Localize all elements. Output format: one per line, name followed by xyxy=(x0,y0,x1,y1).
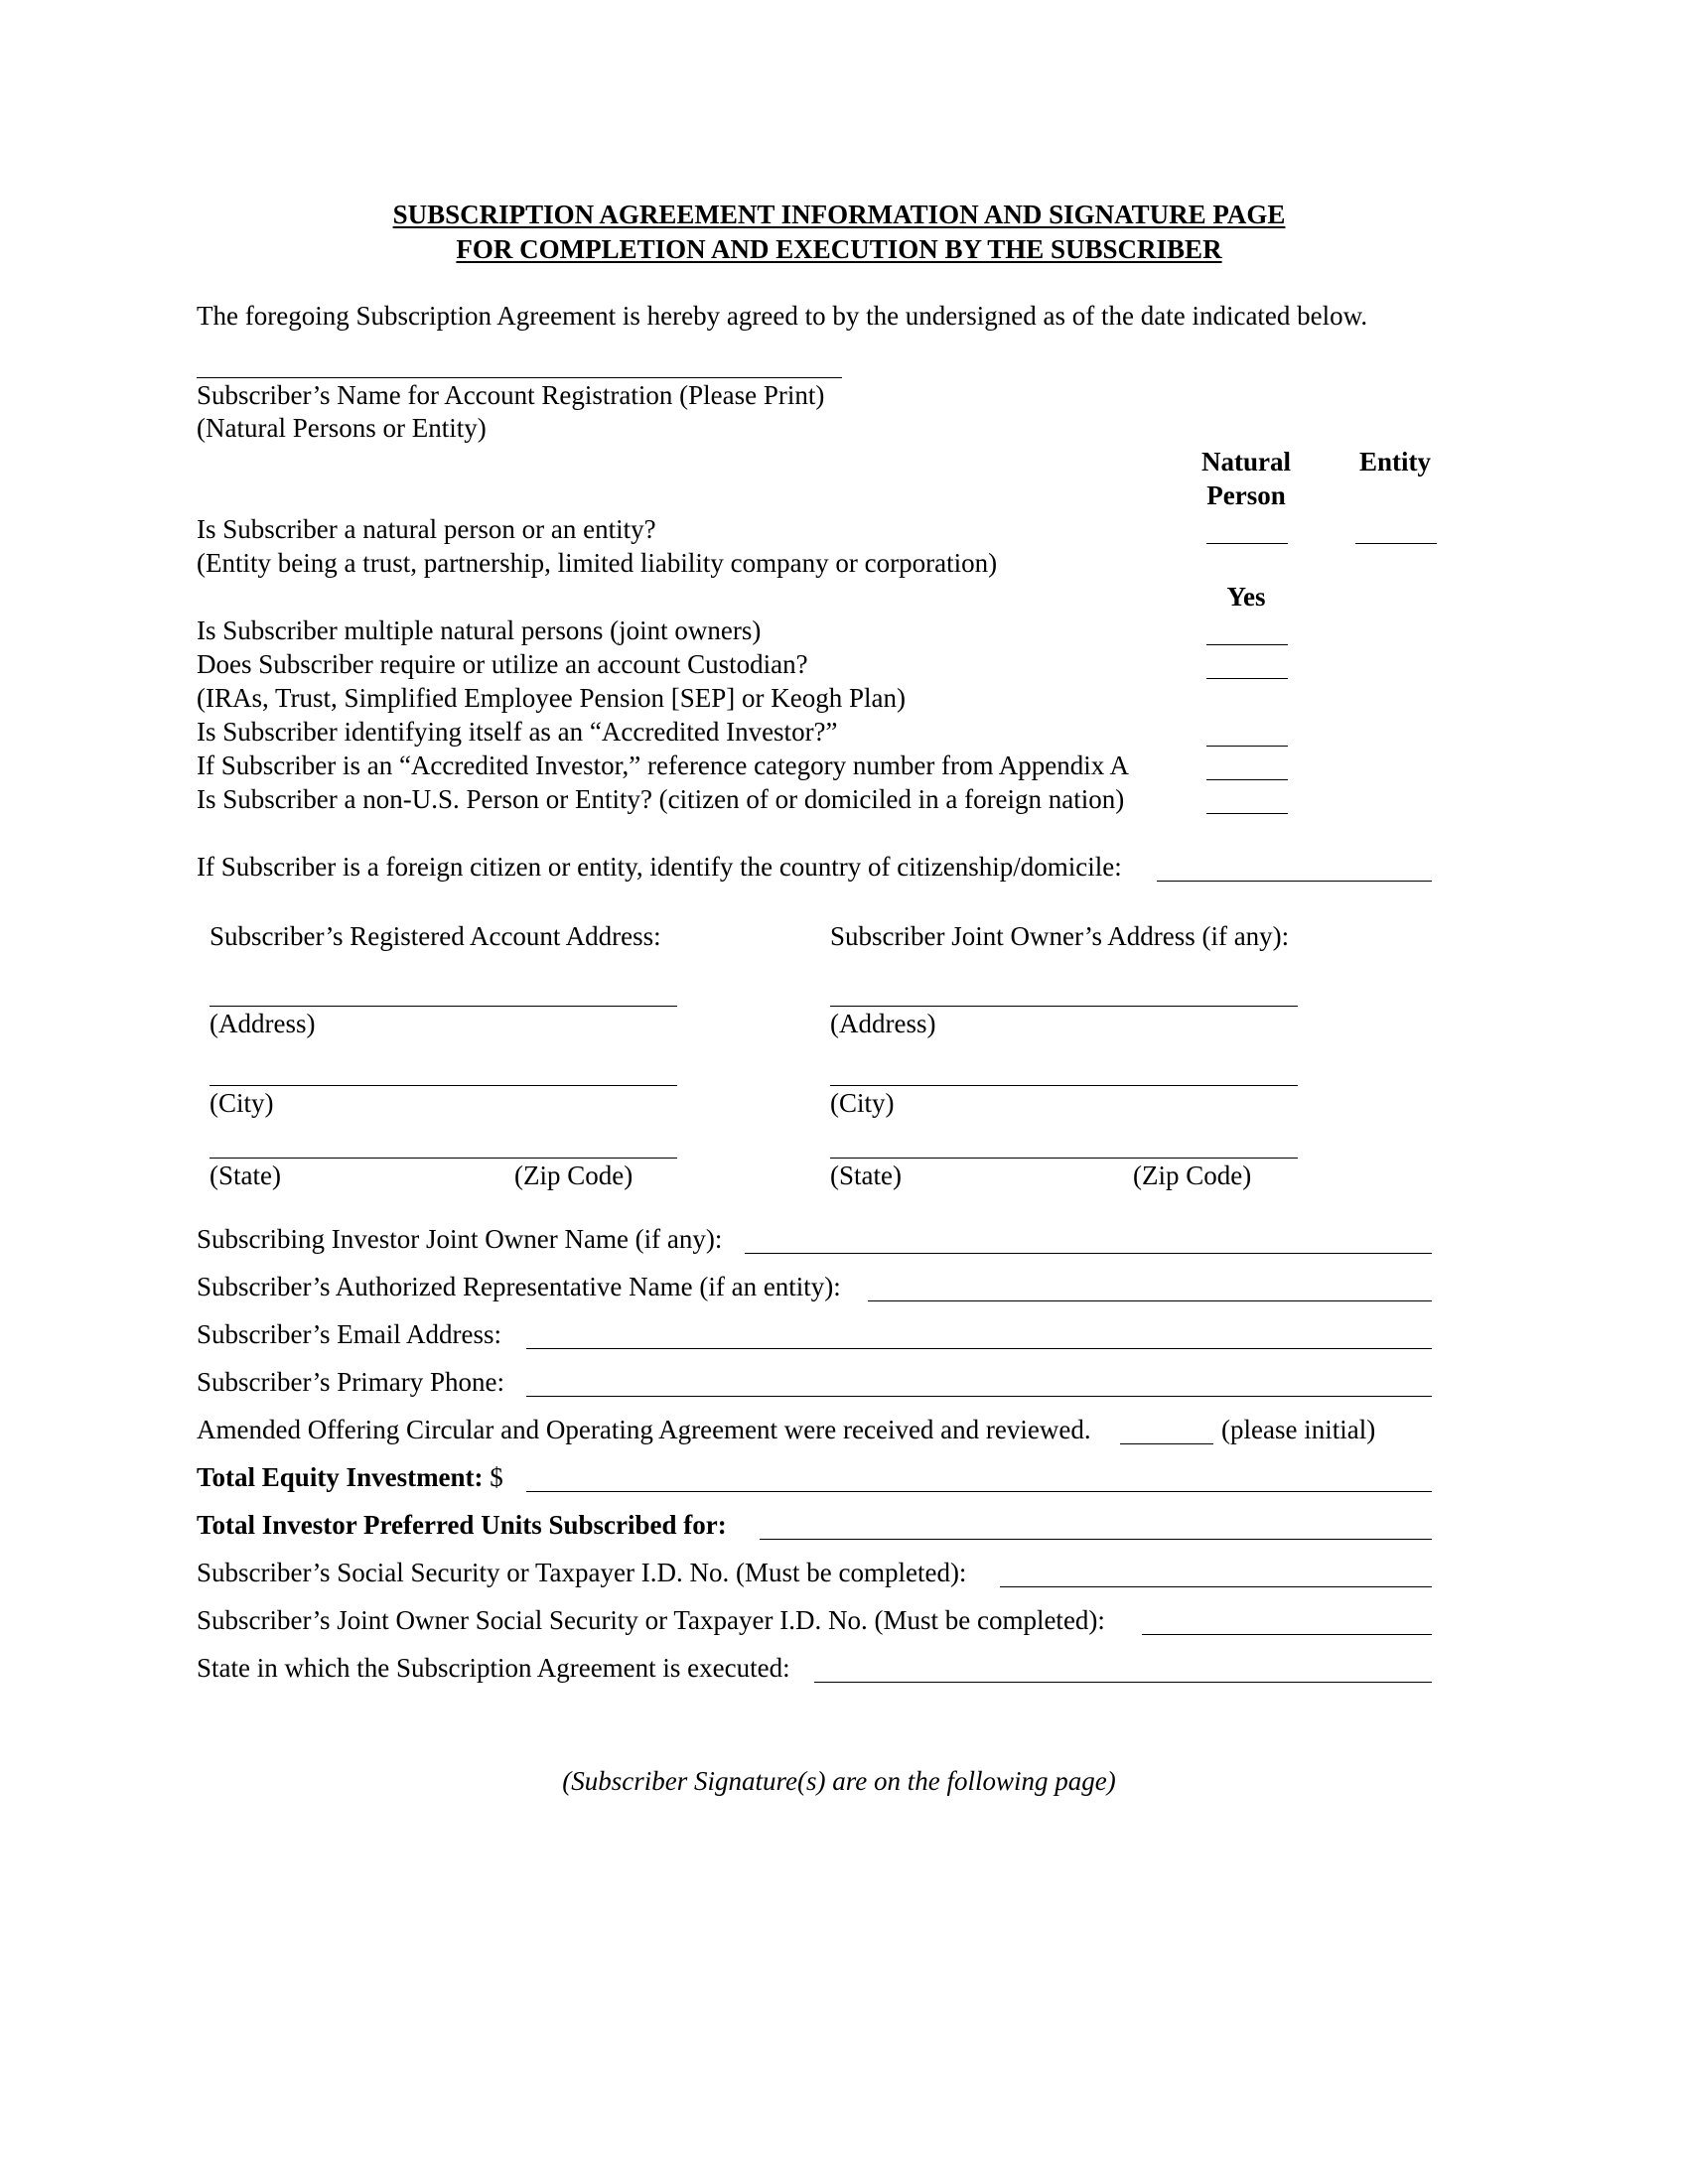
authorized-rep-label: Subscriber’s Authorized Representative Name (if an entity): xyxy=(197,1272,841,1301)
natural-person-answer-line[interactable] xyxy=(1206,543,1288,544)
question-natural-or-entity: Is Subscriber a natural person or an entity? xyxy=(197,514,656,544)
joint-owner-name-line[interactable] xyxy=(745,1253,1432,1254)
right-zip-label: (Zip Code) xyxy=(1133,1160,1252,1190)
left-state-label: (State) xyxy=(210,1160,281,1190)
left-city-label: (City) xyxy=(210,1088,274,1118)
natural-person-header-line-1: Natural xyxy=(1201,447,1291,477)
question-custodian: Does Subscriber require or utilize an account Custodian? xyxy=(197,649,808,679)
entity-header: Entity xyxy=(1358,447,1432,477)
joint-ssn-label: Subscriber’s Joint Owner Social Security or Taxpayer I.D. No. (Must be completed): xyxy=(197,1605,1105,1635)
amended-offering-label: Amended Offering Circular and Operating Agreement were received and reviewed. xyxy=(197,1415,1091,1444)
question-non-us-person: Is Subscriber a non-U.S. Person or Entity? (citizen of or domiciled in a foreign nation) xyxy=(197,784,1125,814)
foreign-country-line[interactable] xyxy=(1157,881,1432,882)
natural-person-header-line-2: Person xyxy=(1206,480,1286,510)
left-address-label: (Address) xyxy=(210,1009,316,1038)
currency-symbol: $ xyxy=(490,1462,503,1492)
joint-owners-answer-line[interactable] xyxy=(1206,644,1288,645)
right-address-label: (Address) xyxy=(830,1009,936,1038)
right-address-line[interactable] xyxy=(830,1006,1298,1007)
phone-label: Subscriber’s Primary Phone: xyxy=(197,1367,504,1397)
subscriber-name-line[interactable] xyxy=(197,377,842,378)
registered-address-title: Subscriber’s Registered Account Address: xyxy=(210,921,661,951)
preferred-units-line[interactable] xyxy=(760,1539,1432,1540)
please-initial-label: (please initial) xyxy=(1221,1415,1376,1444)
left-state-zip-line[interactable] xyxy=(210,1158,677,1159)
total-equity-line[interactable] xyxy=(526,1491,1432,1492)
total-equity-row xyxy=(197,1464,503,1491)
right-state-zip-line[interactable] xyxy=(830,1158,1298,1159)
authorized-rep-line[interactable] xyxy=(868,1300,1432,1301)
subscriber-name-label: Subscriber’s Name for Account Registration (Please Print) xyxy=(197,380,825,410)
question-joint-owners: Is Subscriber multiple natural persons (joint owners) xyxy=(197,615,762,645)
preferred-units-label: Total Investor Preferred Units Subscribed for: xyxy=(197,1510,727,1540)
right-city-line[interactable] xyxy=(830,1085,1298,1086)
joint-owner-address-title: Subscriber Joint Owner’s Address (if any): xyxy=(830,921,1290,951)
question-entity-note: (Entity being a trust, partnership, limited liability company or corporation) xyxy=(197,548,998,578)
ssn-line[interactable] xyxy=(1000,1586,1432,1587)
left-address-line[interactable] xyxy=(210,1006,677,1007)
intro-paragraph: The foregoing Subscription Agreement is hereby agreed to by the undersigned as of the date indicated below. xyxy=(197,301,1368,331)
accredited-answer-line[interactable] xyxy=(1206,746,1288,747)
ssn-label: Subscriber’s Social Security or Taxpayer I.D. No. (Must be completed): xyxy=(197,1558,967,1587)
initial-line[interactable] xyxy=(1120,1443,1213,1444)
question-custodian-note: (IRAs, Trust, Simplified Employee Pension [SEP] or Keogh Plan) xyxy=(197,683,906,713)
question-accredited-investor: Is Subscriber identifying itself as an “Accredited Investor?” xyxy=(197,717,838,747)
custodian-answer-line[interactable] xyxy=(1206,678,1288,679)
state-executed-line[interactable] xyxy=(814,1682,1432,1683)
email-label: Subscriber’s Email Address: xyxy=(197,1319,501,1349)
question-accredited-category: If Subscriber is an “Accredited Investor,” reference category number from Appendix A xyxy=(197,751,1130,780)
non-us-answer-line[interactable] xyxy=(1206,813,1288,814)
accredited-category-answer-line[interactable] xyxy=(1206,779,1288,780)
joint-owner-name-label: Subscribing Investor Joint Owner Name (if any): xyxy=(197,1224,723,1254)
yes-header: Yes xyxy=(1226,582,1266,612)
document-title-line-2: FOR COMPLETION AND EXECUTION BY THE SUBSCRIBER xyxy=(456,234,1222,264)
phone-line[interactable] xyxy=(526,1396,1432,1397)
foreign-country-label: If Subscriber is a foreign citizen or entity, identify the country of citizenship/domicile: xyxy=(197,852,1122,882)
right-city-label: (City) xyxy=(830,1088,895,1118)
subscriber-name-sublabel: (Natural Persons or Entity) xyxy=(197,413,487,443)
signature-page-note: (Subscriber Signature(s) are on the following page) xyxy=(562,1766,1116,1796)
email-line[interactable] xyxy=(526,1348,1432,1349)
entity-answer-line[interactable] xyxy=(1355,543,1437,544)
total-equity-label: Total Equity Investment: xyxy=(197,1462,484,1492)
left-zip-label: (Zip Code) xyxy=(514,1160,633,1190)
right-state-label: (State) xyxy=(830,1160,902,1190)
joint-ssn-line[interactable] xyxy=(1142,1634,1432,1635)
left-city-line[interactable] xyxy=(210,1085,677,1086)
state-executed-label: State in which the Subscription Agreement is executed: xyxy=(197,1653,790,1683)
document-title-line-1: SUBSCRIPTION AGREEMENT INFORMATION AND SIGNATURE PAGE xyxy=(392,200,1286,229)
